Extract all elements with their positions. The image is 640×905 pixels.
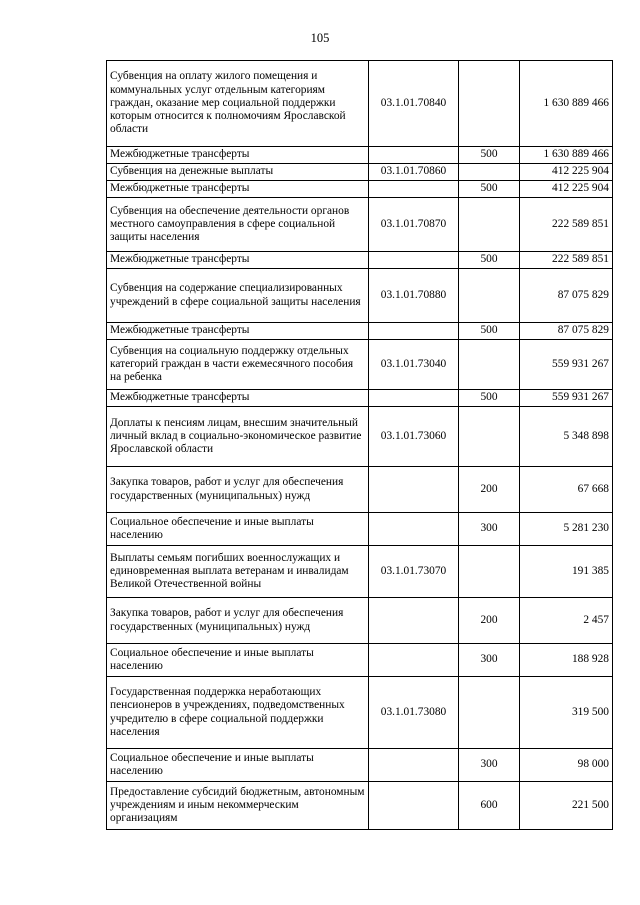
table-row [107,323,613,340]
table-row [107,252,613,269]
row-type [459,677,520,749]
row-code [369,644,459,677]
page-number: 105 [310,31,330,45]
row-type [459,164,520,181]
row-code [369,598,459,644]
row-code: 03.1.01.73070 [369,546,459,598]
table-row [107,61,613,147]
row-code: 03.1.01.70880 [369,269,459,323]
row-name: Закупка товаров, работ и услуг для обеспечения государственных (муниципальных) нужд [107,598,369,644]
row-code [369,252,459,269]
row-type: 500 [459,252,520,269]
row-type [459,269,520,323]
table-row [107,269,613,323]
row-code [369,467,459,513]
row-type [459,198,520,252]
table-row [107,644,613,677]
row-amount: 1 630 889 466 [520,61,613,147]
row-amount: 188 928 [520,644,613,677]
row-amount: 87 075 829 [520,269,613,323]
table-row [107,677,613,749]
table-row [107,147,613,164]
row-name: Социальное обеспечение и иные выплаты населению [107,513,369,546]
row-type: 500 [459,390,520,407]
row-amount: 412 225 904 [520,164,613,181]
row-code [369,749,459,782]
row-name: Государственная поддержка неработающих пенсионеров в учреждениях, подведомственных учредителю в сфере социальной поддержки населения [107,677,369,749]
row-amount: 559 931 267 [520,340,613,390]
row-type: 300 [459,513,520,546]
row-code [369,782,459,830]
row-type [459,340,520,390]
row-name: Субвенция на денежные выплаты [107,164,369,181]
row-type: 200 [459,467,520,513]
table-row [107,340,613,390]
row-name: Доплаты к пенсиям лицам, внесшим значительный личный вклад в социально-экономическое развитие Ярославской области [107,407,369,467]
row-type: 500 [459,181,520,198]
row-amount: 222 589 851 [520,252,613,269]
row-type [459,407,520,467]
table-row [107,782,613,830]
row-name: Субвенция на оплату жилого помещения и коммунальных услуг отдельным категориям граждан, оказание мер социальной поддержки которым относится к полномочиям Ярославской области [107,61,369,147]
row-name: Субвенция на содержание специализированных учреждений в сфере социальной защиты населения [107,269,369,323]
row-amount: 559 931 267 [520,390,613,407]
row-amount: 221 500 [520,782,613,830]
row-code: 03.1.01.70870 [369,198,459,252]
row-name: Закупка товаров, работ и услуг для обеспечения государственных (муниципальных) нужд [107,467,369,513]
row-amount: 98 000 [520,749,613,782]
row-name: Межбюджетные трансферты [107,181,369,198]
table-row [107,181,613,198]
row-name: Межбюджетные трансферты [107,252,369,269]
row-amount: 222 589 851 [520,198,613,252]
table-row [107,467,613,513]
row-amount: 191 385 [520,546,613,598]
row-type [459,546,520,598]
row-type: 500 [459,147,520,164]
row-code [369,390,459,407]
table-row [107,390,613,407]
row-name: Субвенция на обеспечение деятельности органов местного самоуправления в сфере социальной защиты населения [107,198,369,252]
budget-table [106,60,613,830]
table-row [107,598,613,644]
row-name: Предоставление субсидий бюджетным, автономным учреждениям и иным некоммерческим организациям [107,782,369,830]
table-row [107,198,613,252]
row-code: 03.1.01.70840 [369,61,459,147]
row-amount: 87 075 829 [520,323,613,340]
row-type [459,61,520,147]
row-code [369,181,459,198]
row-type: 200 [459,598,520,644]
row-amount: 5 281 230 [520,513,613,546]
table-row [107,546,613,598]
row-amount: 319 500 [520,677,613,749]
row-type: 300 [459,749,520,782]
row-type: 600 [459,782,520,830]
row-amount: 67 668 [520,467,613,513]
row-code: 03.1.01.70860 [369,164,459,181]
row-type: 300 [459,644,520,677]
row-code [369,513,459,546]
table-row [107,749,613,782]
row-code [369,323,459,340]
row-code: 03.1.01.73080 [369,677,459,749]
row-name: Социальное обеспечение и иные выплаты населению [107,749,369,782]
table-row [107,513,613,546]
table-row [107,407,613,467]
row-amount: 2 457 [520,598,613,644]
row-code: 03.1.01.73040 [369,340,459,390]
row-name: Субвенция на социальную поддержку отдельных категорий граждан в части ежемесячного пособия на ребенка [107,340,369,390]
row-code [369,147,459,164]
row-amount: 412 225 904 [520,181,613,198]
row-name: Социальное обеспечение и иные выплаты населению [107,644,369,677]
row-type: 500 [459,323,520,340]
table-row [107,164,613,181]
row-name: Межбюджетные трансферты [107,147,369,164]
row-name: Межбюджетные трансферты [107,323,369,340]
row-code: 03.1.01.73060 [369,407,459,467]
row-amount: 5 348 898 [520,407,613,467]
row-name: Межбюджетные трансферты [107,390,369,407]
row-amount: 1 630 889 466 [520,147,613,164]
row-name: Выплаты семьям погибших военнослужащих и единовременная выплата ветеранам и инвалидам Великой Отечественной войны [107,546,369,598]
